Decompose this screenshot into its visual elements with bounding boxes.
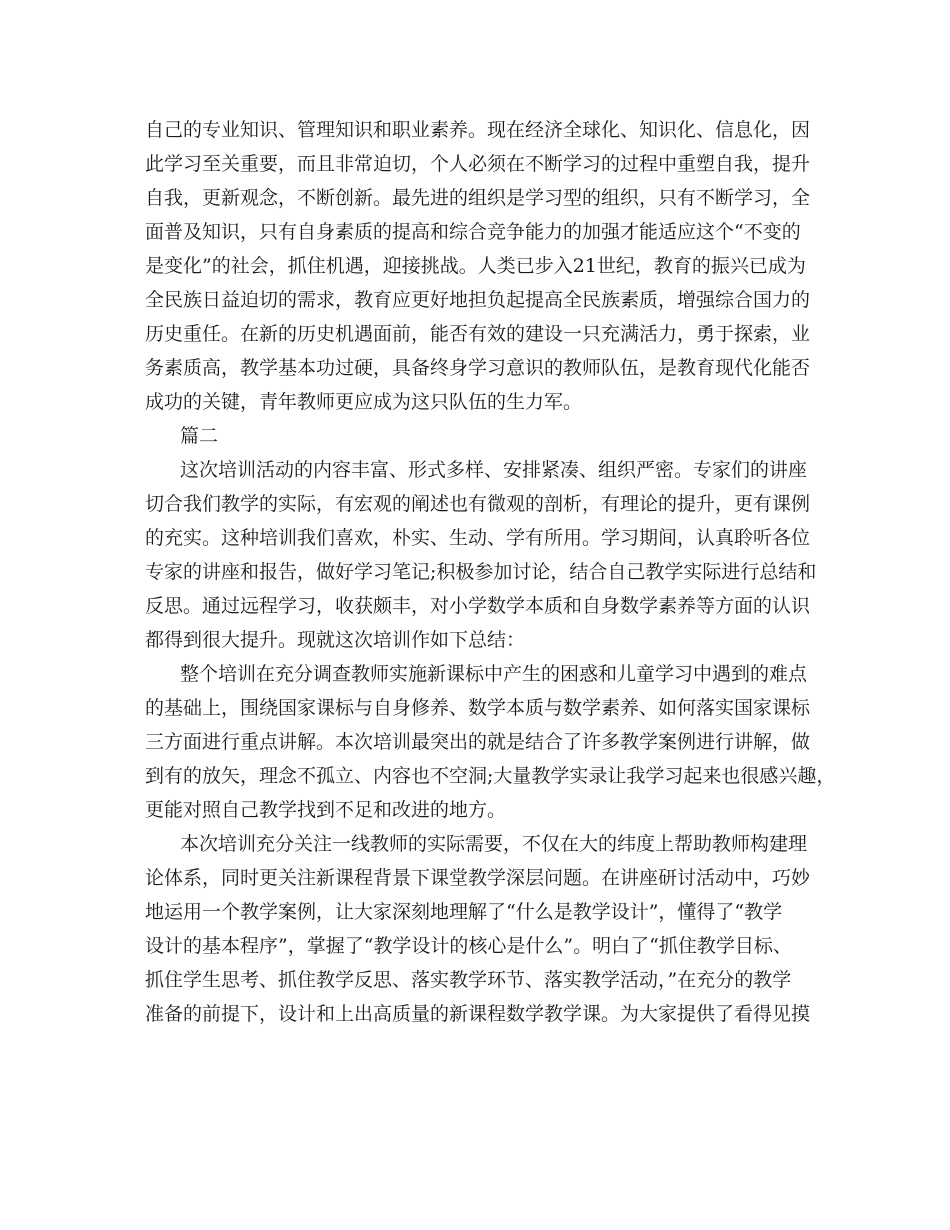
document-body [145, 113, 836, 1031]
text-line: 的基础上，围绕国家课标与自身修养、数学本质与数学素养、如何落实国家课标 [145, 697, 811, 719]
text-line: 整个培训在充分调查教师实施新课标中产生的困惑和儿童学习中遇到的难点 [180, 663, 808, 685]
text-line: 这次培训活动的内容丰富、形式多样、安排紧凑、组织严密。专家们的讲座 [180, 459, 808, 481]
text-line: 务素质高，教学基本功过硬，具备终身学习意识的教师队伍，是教育现代化能否 [145, 357, 811, 379]
text-line: 设计的基本程序”，掌握了“教学设计的核心是什么”。明白了“抓住教学目标、 [145, 935, 792, 957]
text-line: 自己的专业知识、管理知识和职业素养。现在经济全球化、知识化、信息化，因 [145, 119, 811, 141]
text-line: 自我，更新观念，不断创新。最先进的组织是学习型的组织，只有不断学习，全 [145, 187, 811, 209]
text-line: 抓住学生思考、抓住教学反思、落实教学环节、落实教学活动，”在充分的教学 [145, 969, 792, 991]
text-line: 本次培训充分关注一线教师的实际需要，不仅在大的纬度上帮助教师构建理 [180, 833, 808, 855]
text-line: 到有的放矢，理念不孤立、内容也不空洞;大量教学实录让我学习起来也很感兴趣， [145, 765, 836, 787]
text-line: 三方面进行重点讲解。本次培训最突出的就是结合了许多教学案例进行讲解，做 [145, 731, 811, 753]
text-line: 反思。通过远程学习，收获颇丰，对小学数学本质和自身数学素养等方面的认识 [145, 595, 811, 617]
text-line: 专家的讲座和报告，做好学习笔记;积极参加讨论，结合自己教学实际进行总结和 [145, 561, 817, 583]
text-line: 面普及知识，只有自身素质的提高和综合竞争能力的加强才能适应这个“不变的 [145, 221, 801, 243]
text-line: 的充实。这种培训我们喜欢，朴实、生动、学有所用。学习期间，认真聆听各位 [145, 527, 811, 549]
section-heading: 篇二 [180, 425, 219, 447]
text-line: 是变化”的社会，抓住机遇，迎接挑战。人类已步入21世纪，教育的振兴已成为 [145, 255, 806, 277]
text-line: 切合我们教学的实际，有宏观的阐述也有微观的剖析，有理论的提升，更有课例 [145, 493, 811, 515]
text-line: 此学习至关重要，而且非常迫切，个人必须在不断学习的过程中重塑自我，提升 [145, 153, 811, 175]
text-line: 历史重任。在新的历史机遇面前，能否有效的建设一只充满活力，勇于探索，业 [145, 323, 811, 345]
text-line: 准备的前提下，设计和上出高质量的新课程数学教学课。为大家提供了看得见摸 [145, 1003, 811, 1025]
text-line: 论体系，同时更关注新课程背景下课堂教学深层问题。在讲座研讨活动中，巧妙 [145, 867, 811, 889]
text-line: 更能对照自己教学找到不足和改进的地方。 [145, 799, 507, 821]
text-line: 成功的关键，青年教师更应成为这只队伍的生力军。 [145, 391, 583, 413]
text-line: 地运用一个教学案例，让大家深刻地理解了“什么是教学设计”，懂得了“教学 [145, 901, 783, 923]
text-line: 都得到很大提升。现就这次培训作如下总结： [145, 629, 526, 651]
text-line: 全民族日益迫切的需求，教育应更好地担负起提高全民族素质，增强综合国力的 [145, 289, 811, 311]
